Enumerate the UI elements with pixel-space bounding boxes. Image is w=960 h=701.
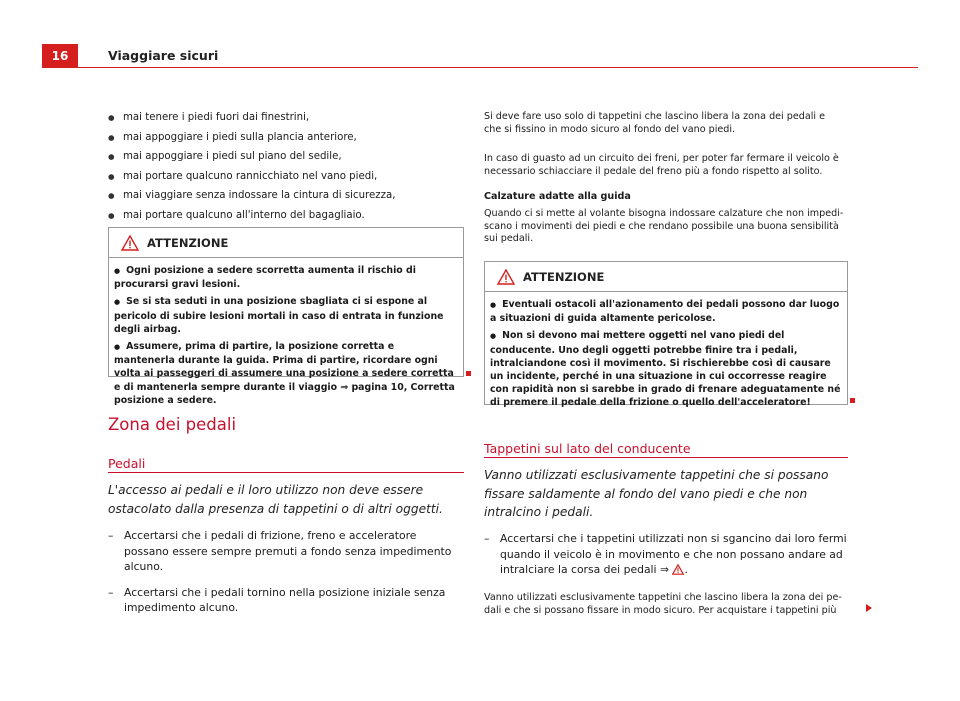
list-item: ● mai appoggiare i piedi sulla plancia anteriore, [108, 130, 464, 146]
warning-box-seating [108, 227, 464, 406]
subsection-rule [484, 457, 848, 458]
step-item: – Accertarsi che i pedali di frizione, freno e acceleratore possano essere sempre premuti a fondo senza impedimento alcuno. [108, 528, 464, 575]
warning-item: ● Eventuali ostacoli all'azionamento dei pedali possono dar luogo a situazioni di guida altamente pericolose. [490, 299, 840, 325]
step-list [108, 528, 464, 626]
end-marker-icon [466, 371, 471, 376]
paragraph-title: Calzature adatte alla guida [484, 191, 631, 202]
list-item: ● mai tenere i piedi fuori dai finestrini, [108, 110, 464, 126]
warning-triangle-icon [121, 235, 139, 251]
paragraph: Vanno utilizzati esclusivamente tappetini che lascino libera la zona dei pedali e che si possano fissare in modo sicuro. Per acquistare i tappetini più [484, 592, 842, 616]
step-list [484, 531, 848, 588]
warning-item: ● Assumere, prima di partire, la posizione corretta e mantenerla durante la guida. Prima di partire, ricordare ogni volta ai passeggeri di assumere una posizione a sedere corretta e di mantenerla sempre durante il viaggio ⇒ pagina 10, Corretta posizione a sedere. [114, 341, 455, 406]
step-item: – Accertarsi che i pedali tornino nella posizione iniziale senza impedimento alcuno. [108, 585, 464, 616]
page-number: 16 [42, 44, 78, 68]
warning-item: ● Se si sta seduti in una posizione sbagliata ci si espone al pericolo di subire lesioni mortali in caso di entrata in funzione degli airbag. [114, 296, 444, 335]
end-marker-icon [850, 398, 855, 403]
warning-title: ATTENZIONE [147, 235, 229, 250]
subsection-title: Pedali [108, 456, 146, 471]
subsection-rule [108, 472, 464, 473]
step-item: – Accertarsi che i tappetini utilizzati non si sgancino dai loro fermi quando il veicolo è in movimento e che non possano andare ad intralciare la corsa dei pedali ⇒ . [484, 531, 848, 578]
lead-text: L'accesso ai pedali e il loro utilizzo non deve essere ostacolato dalla presenza di tappetini o di altri oggetti. [108, 483, 443, 516]
warning-box-pedals [484, 261, 848, 409]
paragraph: Quando ci si mette al volante bisogna indossare calzature che non impediscano i movimenti dei piedi e che rendano possibile una buona sensibilità sui pedali. [484, 208, 844, 245]
paragraph: Si deve fare uso solo di tappetini che lascino libera la zona dei pedali e che si fissino in modo sicuro al fondo del vano piedi. [484, 111, 826, 135]
list-item: ● mai viaggiare senza indossare la cintura di sicurezza, [108, 188, 464, 204]
subsection-title: Tappetini sul lato del conducente [484, 441, 691, 456]
running-header-title: Viaggiare sicuri [108, 48, 219, 63]
continue-arrow-icon [866, 604, 872, 612]
list-item: ● mai portare qualcuno all'interno del bagagliaio. [108, 208, 464, 224]
lead-text: Vanno utilizzati esclusivamente tappetini che si possano fissare saldamente al fondo del vano piedi e che non intralcino i pedali. [484, 468, 829, 519]
warning-item: ● Ogni posizione a sedere scorretta aumenta il rischio di procurarsi gravi lesioni. [114, 265, 416, 291]
warning-list [109, 258, 463, 416]
warning-title: ATTENZIONE [523, 269, 605, 284]
warning-header [109, 228, 463, 258]
header-rule [42, 67, 918, 68]
warning-triangle-icon [672, 564, 684, 575]
bullet-list [108, 110, 464, 227]
section-title: Zona dei pedali [108, 415, 237, 434]
list-item: ● mai appoggiare i piedi sul piano del sedile, [108, 149, 464, 165]
warning-list [485, 292, 847, 419]
paragraph: In caso di guasto ad un circuito dei freni, per poter far fermare il veicolo è necessario schiacciare il pedale del freno più a fondo rispetto al solito. [484, 153, 839, 177]
warning-triangle-icon [497, 269, 515, 285]
warning-header [485, 262, 847, 292]
list-item: ● mai portare qualcuno rannicchiato nel vano piedi, [108, 169, 464, 185]
warning-item: ● Non si devono mai mettere oggetti nel vano piedi del conducente. Uno degli oggetti potrebbe finire tra i pedali, intralciandone così il movimento. Si rischierebbe così di causare un incidente, perché in una situazione in cui occorresse reagire con rapidità non si sarebbe in grado di frenare adeguatamente né di premere il pedale della frizione o quello dell'acceleratore! [490, 330, 841, 409]
